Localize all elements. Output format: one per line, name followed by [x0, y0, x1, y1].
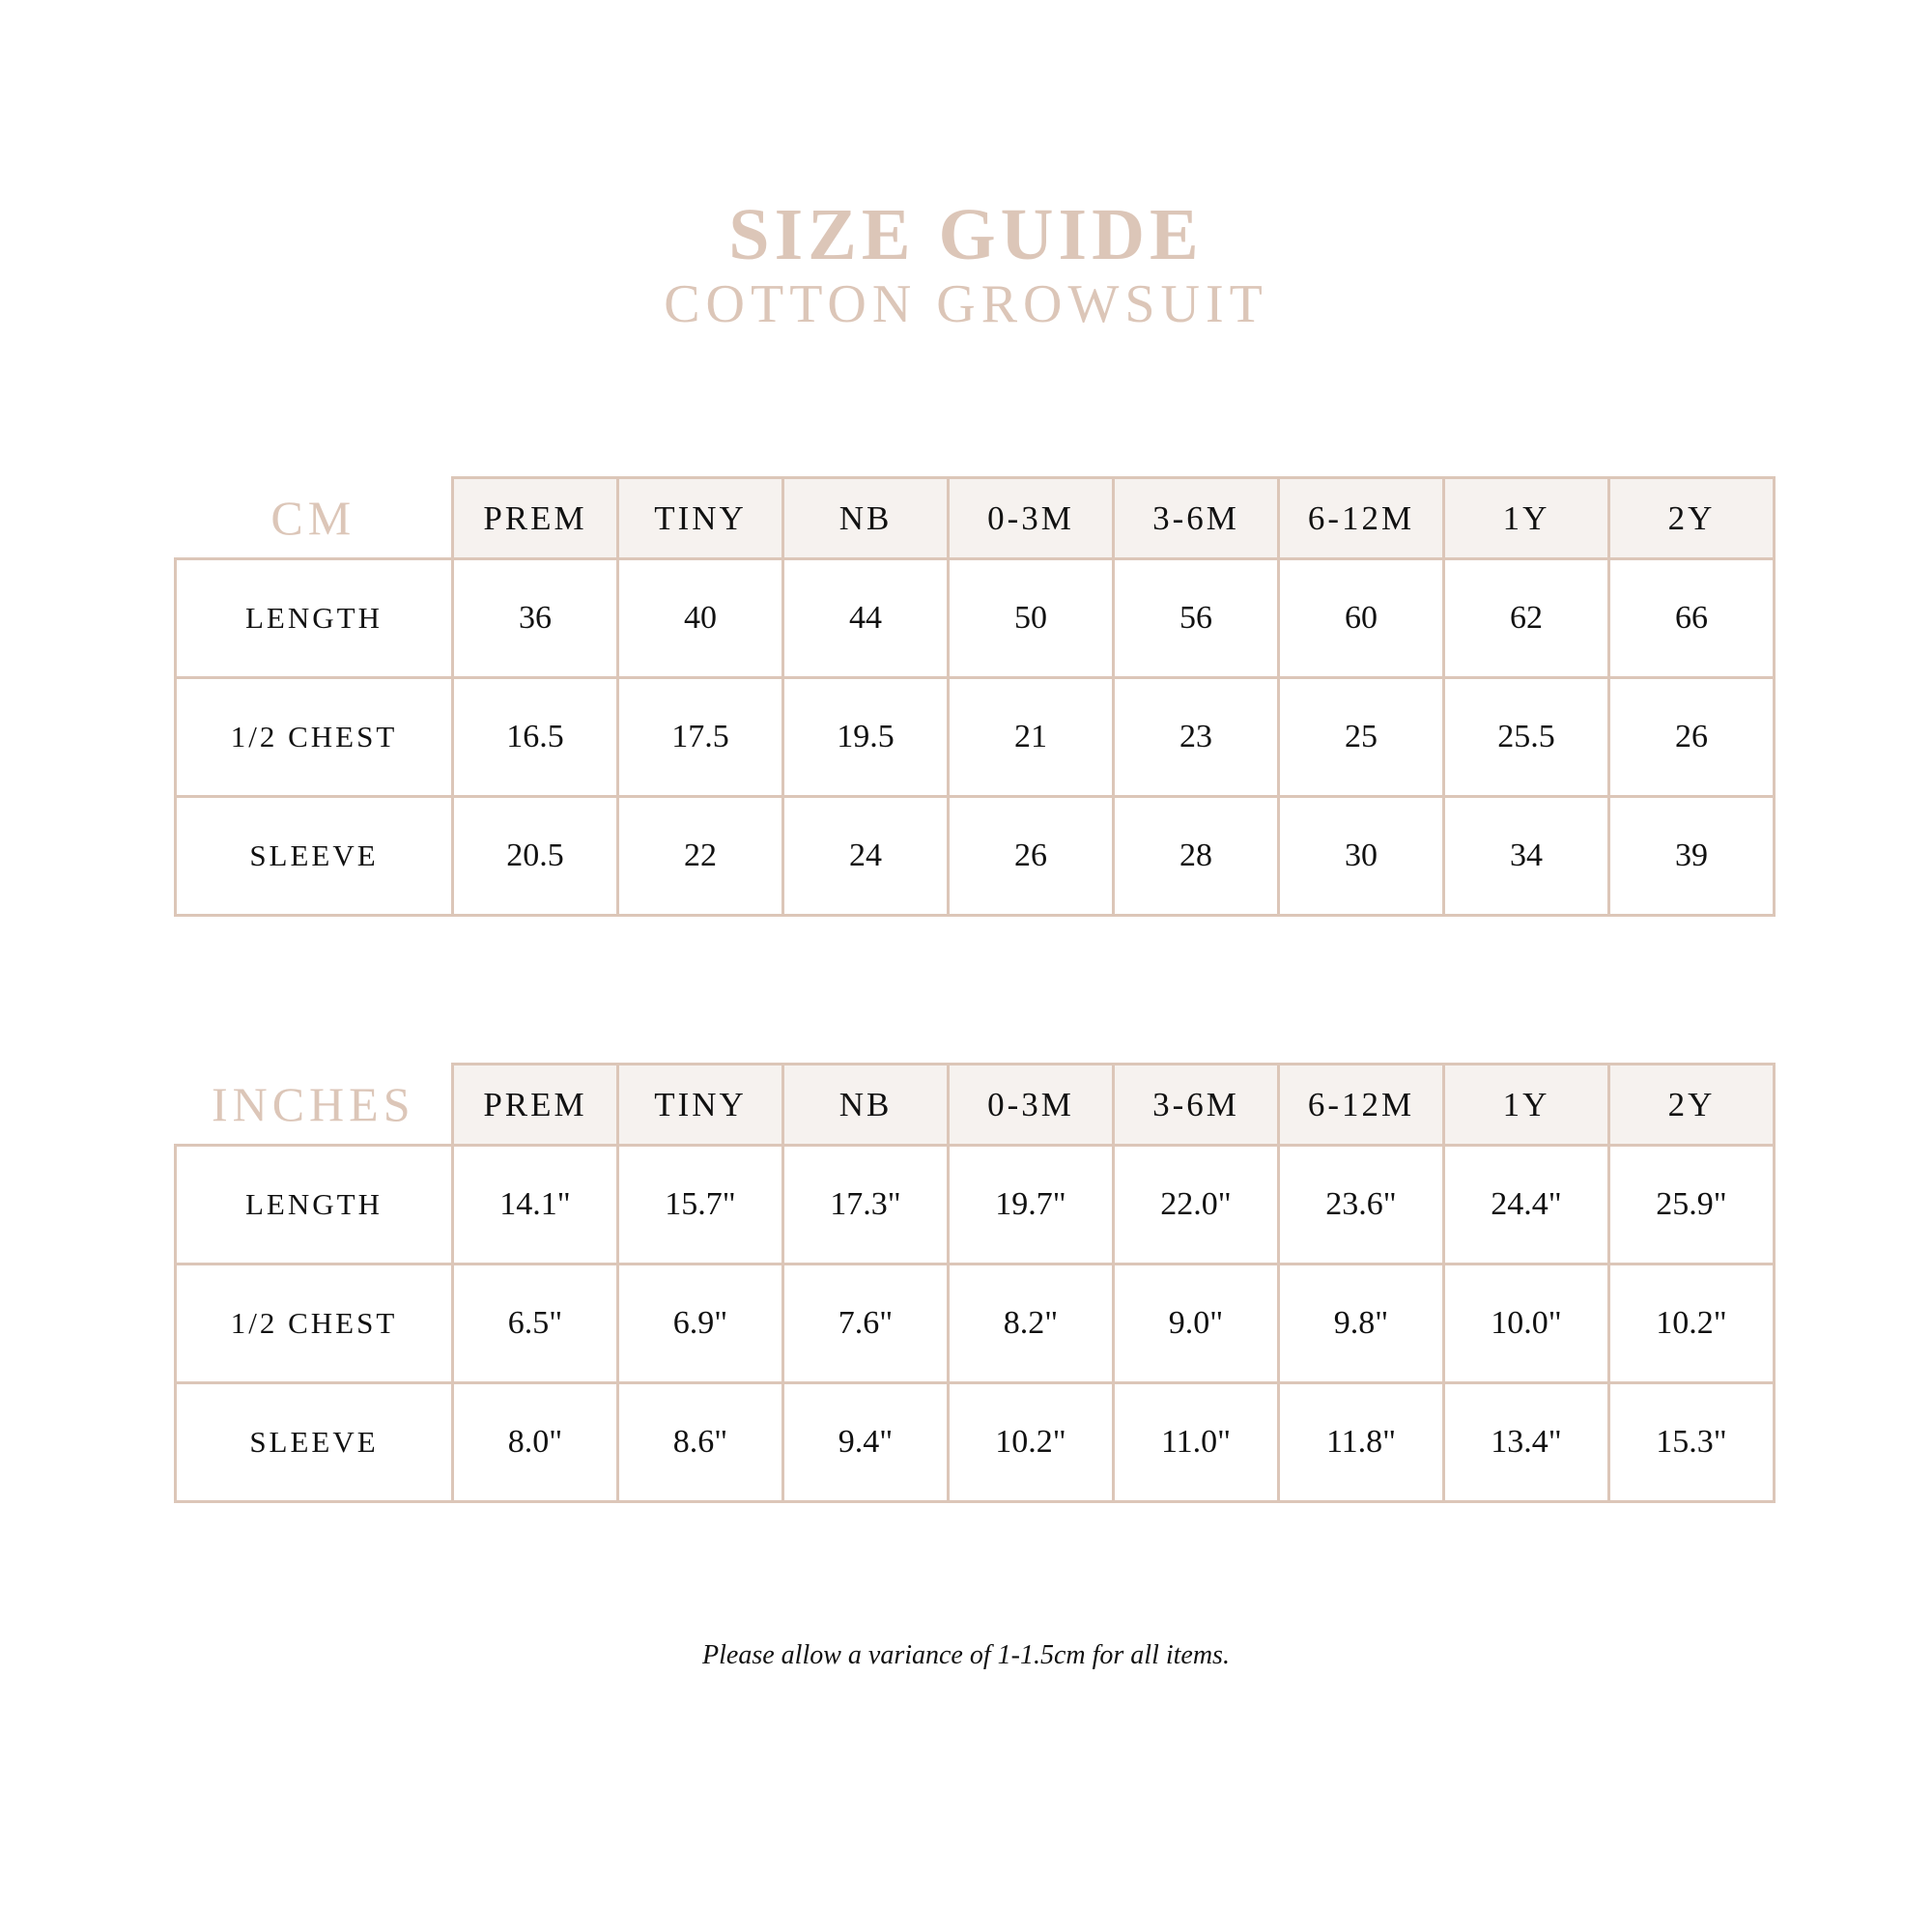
row-label: 1/2 CHEST — [176, 1264, 453, 1383]
size-header: 2Y — [1609, 478, 1775, 559]
table-cell: 6.9" — [618, 1264, 783, 1383]
table-cell: 8.2" — [949, 1264, 1114, 1383]
table-cell: 10.2" — [1609, 1264, 1775, 1383]
table-cell: 26 — [1609, 678, 1775, 797]
table-cell: 17.5 — [618, 678, 783, 797]
size-header: PREM — [453, 1065, 618, 1146]
table-cell: 8.0" — [453, 1383, 618, 1502]
size-header: PREM — [453, 478, 618, 559]
table-cell: 24 — [783, 797, 949, 916]
table-cell: 30 — [1279, 797, 1444, 916]
row-label: LENGTH — [176, 1146, 453, 1264]
size-header: 1Y — [1444, 478, 1609, 559]
table-cell: 10.0" — [1444, 1264, 1609, 1383]
table-cell: 15.3" — [1609, 1383, 1775, 1502]
table-cell: 14.1" — [453, 1146, 618, 1264]
table-row — [176, 797, 1775, 916]
table-cell: 11.0" — [1114, 1383, 1279, 1502]
table-cell: 26 — [949, 797, 1114, 916]
row-label: SLEEVE — [176, 797, 453, 916]
size-header: 0-3M — [949, 1065, 1114, 1146]
table-cell: 9.4" — [783, 1383, 949, 1502]
table-cell: 22.0" — [1114, 1146, 1279, 1264]
table-cell: 25.9" — [1609, 1146, 1775, 1264]
table-row — [176, 559, 1775, 678]
row-label: SLEEVE — [176, 1383, 453, 1502]
table-cell: 9.0" — [1114, 1264, 1279, 1383]
table-cell: 36 — [453, 559, 618, 678]
table-row — [176, 1383, 1775, 1502]
size-header: 3-6M — [1114, 1065, 1279, 1146]
table-cell: 9.8" — [1279, 1264, 1444, 1383]
table-cell: 7.6" — [783, 1264, 949, 1383]
table-cell: 21 — [949, 678, 1114, 797]
table-cell: 25.5 — [1444, 678, 1609, 797]
table-row — [176, 1264, 1775, 1383]
table-cell: 28 — [1114, 797, 1279, 916]
table-cell: 25 — [1279, 678, 1444, 797]
unit-label: INCHES — [211, 1076, 415, 1131]
size-header: 6-12M — [1279, 1065, 1444, 1146]
table-cell: 22 — [618, 797, 783, 916]
table-cell: 62 — [1444, 559, 1609, 678]
row-label: 1/2 CHEST — [176, 678, 453, 797]
page-title: SIZE GUIDE — [728, 194, 1204, 275]
table-cell: 6.5" — [453, 1264, 618, 1383]
size-header: NB — [783, 1065, 949, 1146]
table-cell: 20.5 — [453, 797, 618, 916]
size-header: 6-12M — [1279, 478, 1444, 559]
size-header-row — [176, 478, 1775, 559]
row-label: LENGTH — [176, 559, 453, 678]
size-header-row — [176, 1065, 1775, 1146]
table-cell: 56 — [1114, 559, 1279, 678]
table-cell: 11.8" — [1279, 1383, 1444, 1502]
table-cell: 39 — [1609, 797, 1775, 916]
table-cell: 17.3" — [783, 1146, 949, 1264]
table-cell: 44 — [783, 559, 949, 678]
table-cell: 19.5 — [783, 678, 949, 797]
size-header: 0-3M — [949, 478, 1114, 559]
table-cell: 19.7" — [949, 1146, 1114, 1264]
table-cell: 50 — [949, 559, 1114, 678]
table-cell: 10.2" — [949, 1383, 1114, 1502]
unit-label: CM — [270, 490, 356, 545]
size-header: TINY — [618, 1065, 783, 1146]
table-cell: 8.6" — [618, 1383, 783, 1502]
size-header: 2Y — [1609, 1065, 1775, 1146]
table-cell: 60 — [1279, 559, 1444, 678]
size-table-inches — [174, 1063, 1776, 1503]
table-cell: 15.7" — [618, 1146, 783, 1264]
page-subtitle: COTTON GROWSUIT — [664, 274, 1268, 334]
table-cell: 24.4" — [1444, 1146, 1609, 1264]
table-cell: 16.5 — [453, 678, 618, 797]
table-cell: 40 — [618, 559, 783, 678]
table-row — [176, 1146, 1775, 1264]
table-cell: 23.6" — [1279, 1146, 1444, 1264]
size-header: NB — [783, 478, 949, 559]
table-cell: 66 — [1609, 559, 1775, 678]
table-cell: 13.4" — [1444, 1383, 1609, 1502]
variance-note: Please allow a variance of 1-1.5cm for all items. — [702, 1640, 1230, 1670]
size-header: 1Y — [1444, 1065, 1609, 1146]
table-cell: 23 — [1114, 678, 1279, 797]
table-row — [176, 678, 1775, 797]
size-header: TINY — [618, 478, 783, 559]
size-header: 3-6M — [1114, 478, 1279, 559]
table-cell: 34 — [1444, 797, 1609, 916]
size-table-cm — [174, 476, 1776, 917]
